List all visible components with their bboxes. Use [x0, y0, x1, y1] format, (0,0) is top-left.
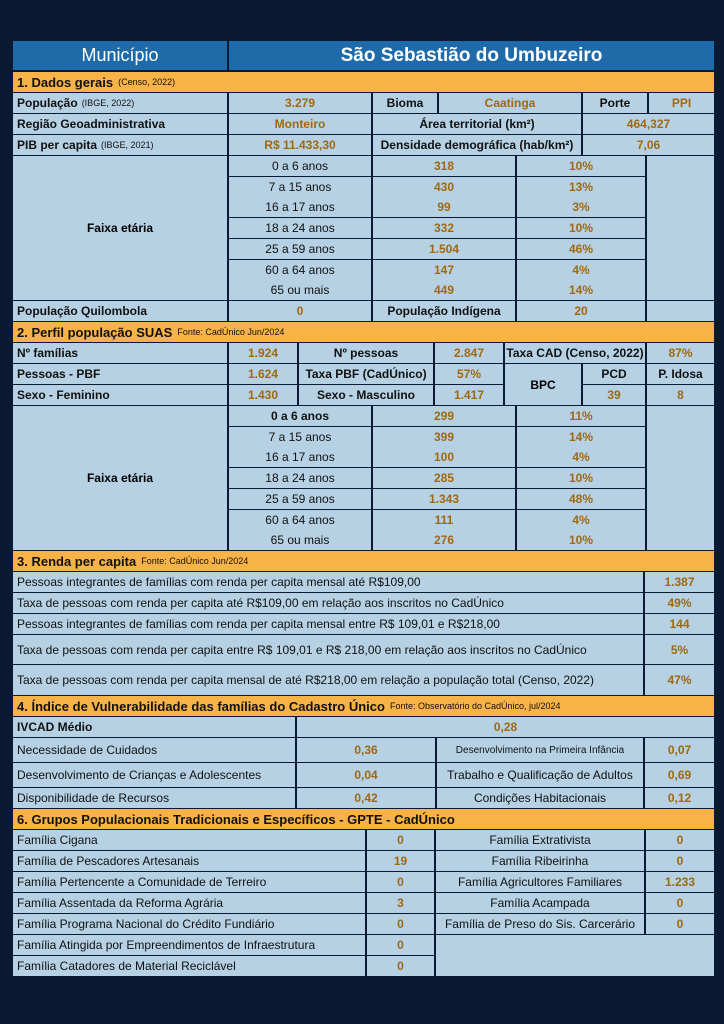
section-source: Fonte: Observatório do CadÚnico, jul/2024 [389, 701, 561, 711]
ivcad-dim-value: 0,07 [645, 738, 714, 762]
faixa-percent: 10% [517, 156, 645, 176]
gpte-value: 1.233 [646, 872, 714, 892]
faixa-count: 332 [373, 218, 515, 238]
ivcad-dim-label: Condições Habitacionais [437, 788, 643, 808]
faixa-etaria-label-suas: Faixa etária [13, 406, 227, 550]
gpte-label: Família Extrativista [436, 830, 644, 850]
ivcad-dim-value: 0,04 [297, 763, 435, 787]
area-label: Área territorial (km²) [373, 114, 581, 134]
pib-label: PIB per capita (IBGE, 2021) [13, 135, 227, 155]
section-title-text: 6. Grupos Populacionais Tradicionais e Específicos - GPTE - CadÚnico [17, 811, 455, 827]
faixa-label: 7 a 15 anos [229, 177, 371, 197]
faixa-count: 318 [373, 156, 515, 176]
renda-row [13, 593, 714, 613]
ivcad-value: 0,28 [297, 717, 714, 737]
indigena-value: 20 [517, 301, 645, 321]
row-pib [13, 135, 714, 155]
populacao-label: População (IBGE, 2022) [13, 93, 227, 113]
gpte-row [13, 893, 714, 913]
municipio-name: São Sebastião do Umbuzeiro [229, 41, 714, 70]
ivcad-label: IVCAD Médio [13, 717, 295, 737]
gpte-value: 0 [367, 830, 434, 850]
section-3-title [13, 551, 714, 571]
porte-label: Porte [583, 93, 647, 113]
faixa-count: 276 [373, 530, 515, 550]
masc-label: Sexo - Masculino [299, 385, 433, 405]
indigena-label: População Indígena [373, 301, 515, 321]
faixa-count: 147 [373, 260, 515, 280]
fem-label: Sexo - Feminino [13, 385, 227, 405]
regiao-value: Monteiro [229, 114, 371, 134]
renda-label: Pessoas integrantes de famílias com renda per capita mensal até R$109,00 [13, 572, 643, 592]
renda-row [13, 665, 714, 695]
faixa-row [13, 197, 714, 217]
faixa-count: 299 [373, 406, 515, 426]
npes-value: 2.847 [435, 343, 503, 363]
regiao-label: Região Geoadministrativa [13, 114, 227, 134]
faixa-percent: 4% [517, 510, 645, 530]
gpte-label: Família Catadores de Material Reciclável [13, 956, 365, 976]
renda-label: Pessoas integrantes de famílias com renda per capita mensal entre R$ 109,01 e R$218,00 [13, 614, 643, 634]
faixa-count: 399 [373, 427, 515, 447]
densidade-value: 7,06 [583, 135, 714, 155]
gpte-value: 0 [646, 893, 714, 913]
porte-value: PPI [649, 93, 714, 113]
section-6-title [13, 809, 714, 829]
gpte-label: Família Cigana [13, 830, 365, 850]
pib-value: R$ 11.433,30 [229, 135, 371, 155]
faixa-label: 25 a 59 anos [229, 239, 371, 259]
gpte-row [13, 872, 714, 892]
gpte-value: 0 [646, 830, 714, 850]
faixa-row [13, 427, 714, 447]
faixa-row [13, 468, 714, 488]
gpte-value: 0 [646, 851, 714, 871]
renda-row [13, 635, 714, 664]
faixa-percent: 10% [517, 468, 645, 488]
faixa-label: 18 a 24 anos [229, 468, 371, 488]
faixa-percent: 11% [517, 406, 645, 426]
renda-row [13, 614, 714, 634]
indigena-filler [647, 301, 714, 321]
faixa-percent: 48% [517, 489, 645, 509]
masc-value: 1.417 [435, 385, 503, 405]
ivcad-row [13, 738, 714, 762]
densidade-label: Densidade demográfica (hab/km²) [373, 135, 581, 155]
bioma-label: Bioma [373, 93, 437, 113]
faixa-label: 16 a 17 anos [229, 197, 371, 217]
pcd-value: 39 [583, 385, 645, 405]
faixa-row [13, 489, 714, 509]
ivcad-dim-label: Desenvolvimento na Primeira Infância [437, 738, 643, 762]
faixa-row [13, 239, 714, 259]
faixa-percent: 3% [517, 197, 645, 217]
gpte-value: 0 [367, 956, 434, 976]
faixa-percent: 10% [517, 530, 645, 550]
populacao-value: 3.279 [229, 93, 371, 113]
faixa-percent: 4% [517, 260, 645, 280]
renda-label: Taxa de pessoas com renda per capita mensal de até R$218,00 em relação a população total (Censo, 2022) [13, 665, 643, 695]
section-title-text: 3. Renda per capita [17, 553, 137, 569]
pcd-label: PCD [583, 364, 645, 384]
gpte-filler [436, 935, 714, 976]
gpte-label: Família de Preso do Sis. Carcerário [436, 914, 644, 934]
section-source: Fonte: CadÚnico Jun/2024 [141, 556, 249, 566]
faixa-row [13, 280, 714, 300]
faixa-count: 285 [373, 468, 515, 488]
section-source: (Censo, 2022) [118, 77, 176, 87]
faixa-row [13, 406, 714, 426]
faixa-row [13, 177, 714, 197]
renda-value: 1.387 [645, 572, 714, 592]
faixa-label: 60 a 64 anos [229, 510, 371, 530]
ivcad-dim-label: Necessidade de Cuidados [13, 738, 295, 762]
ivcad-dim-value: 0,36 [297, 738, 435, 762]
renda-label: Taxa de pessoas com renda per capita até R$109,00 em relação aos inscritos no CadÚnico [13, 593, 643, 613]
ivcad-dim-label: Trabalho e Qualificação de Adultos [437, 763, 643, 787]
faixa-count: 1.343 [373, 489, 515, 509]
ivcad-dim-value: 0,42 [297, 788, 435, 808]
municipio-header: Município [13, 41, 227, 70]
faixa-row [13, 218, 714, 238]
ivcad-dim-value: 0,12 [645, 788, 714, 808]
gpte-value: 0 [367, 935, 434, 955]
faixa-row [13, 510, 714, 530]
ivcad-row [13, 763, 714, 787]
renda-value: 47% [645, 665, 714, 695]
gpte-value: 19 [367, 851, 434, 871]
faixa-percent: 13% [517, 177, 645, 197]
renda-value: 49% [645, 593, 714, 613]
renda-value: 144 [645, 614, 714, 634]
faixa-etaria-label: Faixa etária [13, 156, 227, 300]
section-4-title [13, 696, 714, 716]
row-quilombola [13, 301, 714, 321]
gpte-value: 3 [367, 893, 434, 913]
section-2-title [13, 322, 714, 342]
fem-value: 1.430 [229, 385, 297, 405]
ivcad-dim-label: Disponibilidade de Recursos [13, 788, 295, 808]
gpte-row [13, 851, 714, 871]
gpte-label: Família Atingida por Empreendimentos de Infraestrutura [13, 935, 365, 955]
row-populacao [13, 93, 714, 113]
faixa-label: 65 ou mais [229, 280, 371, 300]
pidosa-label: P. Idosa [647, 364, 714, 384]
faixa-row [13, 447, 714, 467]
section-1-title [13, 72, 714, 92]
faixa-row [13, 156, 714, 176]
gpte-label: Família Ribeirinha [436, 851, 644, 871]
tcad-label: Taxa CAD (Censo, 2022) [505, 343, 645, 363]
pidosa-value: 8 [647, 385, 714, 405]
row-ivcad [13, 717, 714, 737]
tpbf-value: 57% [435, 364, 503, 384]
municipal-sheet [13, 41, 714, 976]
faixa-count: 111 [373, 510, 515, 530]
section-source: Fonte: CadÚnico Jun/2024 [177, 327, 285, 337]
faixa-percent: 4% [517, 447, 645, 467]
faixa-count: 99 [373, 197, 515, 217]
faixa-label: 60 a 64 anos [229, 260, 371, 280]
row-sexo [13, 385, 714, 405]
faixa-percent: 10% [517, 218, 645, 238]
faixa-label: 16 a 17 anos [229, 447, 371, 467]
faixa-percent: 14% [517, 280, 645, 300]
faixa-row [13, 530, 714, 550]
renda-row [13, 572, 714, 592]
gpte-row [13, 914, 714, 934]
gpte-label: Família Assentada da Reforma Agrária [13, 893, 365, 913]
ivcad-row [13, 788, 714, 808]
faixa-label: 25 a 59 anos [229, 489, 371, 509]
row-pbf [13, 364, 714, 384]
gpte-value: 0 [646, 914, 714, 934]
ivcad-dim-label: Desenvolvimento de Crianças e Adolescentes [13, 763, 295, 787]
gpte-label: Família Pertencente a Comunidade de Terreiro [13, 872, 365, 892]
row-familias [13, 343, 714, 363]
faixa-label: 7 a 15 anos [229, 427, 371, 447]
gpte-value: 0 [367, 914, 434, 934]
renda-label: Taxa de pessoas com renda per capita entre R$ 109,01 e R$ 218,00 em relação aos inscritos no CadÚnico [13, 635, 643, 664]
section-title-text: 2. Perfil população SUAS [17, 324, 173, 340]
faixa-count: 100 [373, 447, 515, 467]
faixa-row [13, 260, 714, 280]
gpte-label: Família Acampada [436, 893, 644, 913]
gpte-label: Família Agricultores Familiares [436, 872, 644, 892]
gpte-value: 0 [367, 872, 434, 892]
faixa-label: 0 a 6 anos [229, 406, 371, 426]
gpte-row [13, 830, 714, 850]
ivcad-dim-value: 0,69 [645, 763, 714, 787]
gpte-label: Família Programa Nacional do Crédito Fundiário [13, 914, 365, 934]
pbf-value: 1.624 [229, 364, 297, 384]
bioma-value: Caatinga [439, 93, 581, 113]
faixa-count: 1.504 [373, 239, 515, 259]
gpte-label: Família de Pescadores Artesanais [13, 851, 365, 871]
npes-label: Nº pessoas [299, 343, 433, 363]
section-title-text: 4. Índice de Vulnerabilidade das famílias do Cadastro Único [17, 698, 385, 714]
row-regiao [13, 114, 714, 134]
quilombola-value: 0 [229, 301, 371, 321]
nfam-value: 1.924 [229, 343, 297, 363]
quilombola-label: População Quilombola [13, 301, 227, 321]
bpc-label: BPC [505, 364, 581, 405]
renda-value: 5% [645, 635, 714, 664]
faixa-percent: 46% [517, 239, 645, 259]
section-title-text: 1. Dados gerais [17, 74, 114, 90]
area-value: 464,327 [583, 114, 714, 134]
faixa-label: 18 a 24 anos [229, 218, 371, 238]
pbf-label: Pessoas - PBF [13, 364, 227, 384]
tcad-value: 87% [647, 343, 714, 363]
nfam-label: Nº famílias [13, 343, 227, 363]
tpbf-label: Taxa PBF (CadÚnico) [299, 364, 433, 384]
faixa-label: 65 ou mais [229, 530, 371, 550]
faixa-count: 430 [373, 177, 515, 197]
faixa-percent: 14% [517, 427, 645, 447]
faixa-label: 0 a 6 anos [229, 156, 371, 176]
faixa-count: 449 [373, 280, 515, 300]
